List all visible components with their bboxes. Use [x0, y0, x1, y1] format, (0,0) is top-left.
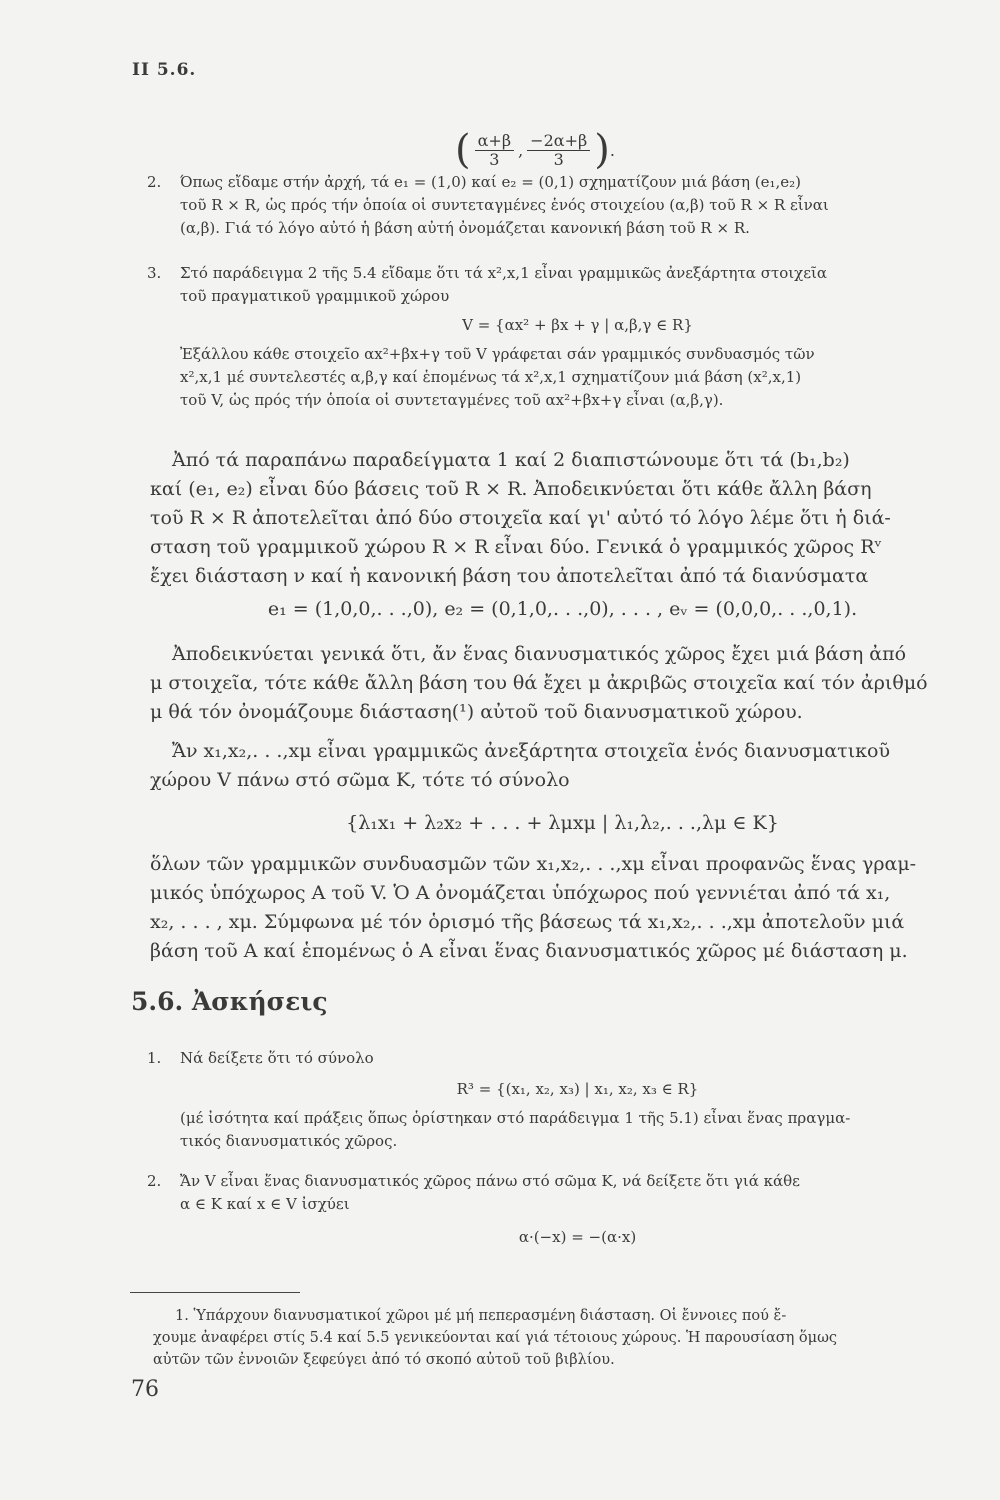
fraction-1-denominator: 3	[489, 149, 500, 169]
fraction-1-numerator: α+β	[475, 132, 514, 151]
text-line: (μέ ἰσότητα καί πράξεις ὅπως ὁρίστηκαν στό παράδειγμα 1 τῆς 5.1) εἶναι ἕνας πραγμα-	[180, 1109, 851, 1127]
span-formula: {λ₁x₁ + λ₂x₂ + . . . + λμxμ | λ₁,λ₂,. . .,λμ ∈ K}	[346, 812, 779, 834]
section-header: II 5.6.	[132, 60, 197, 80]
exercise-2-formula: α·(−x) = −(α·x)	[518, 1228, 637, 1246]
text-line: χουμε ἀναφέρει στίς 5.4 καί 5.5 γενικεύονται καί γιά τέτοιους χώρους. Ἡ παρουσίαση ὅμως	[153, 1330, 838, 1346]
fraction-pair	[455, 127, 615, 173]
paragraph-3	[150, 737, 975, 966]
exercise-2-text	[180, 1170, 975, 1249]
basis-vectors-formula: e₁ = (1,0,0,. . .,0), e₂ = (0,1,0,. . .,0), . . . , eᵥ = (0,0,0,. . .,0,1).	[267, 598, 858, 620]
text-line: τοῦ πραγματικοῦ γραμμικοῦ χώρου	[180, 287, 450, 305]
text-line: καί (e₁, e₂) εἶναι δύο βάσεις τοῦ R × R. Ἀποδεικνύεται ὅτι κάθε ἄλλη βάση	[150, 478, 872, 500]
text-line: βάση τοῦ A καί ἑπομένως ὁ A εἶναι ἕνας διανυσματικός χῶρος μέ διάσταση μ.	[150, 940, 908, 962]
footnote	[153, 1305, 975, 1371]
r3-formula: R³ = {(x₁, x₂, x₃) | x₁, x₂, x₃ ∈ R}	[456, 1080, 699, 1098]
fraction-2-numerator: −2α+β	[527, 132, 590, 151]
text-line: ὅλων τῶν γραμμικῶν συνδυασμῶν τῶν x₁,x₂,. . .,xμ εἶναι προφανῶς ἕνας γραμ-	[150, 853, 917, 875]
text-line: 1. Ὑπάρχουν διανυσματικοί χῶροι μέ μή πεπερασμένη διάσταση. Οἱ ἔννοιες πού ἔ-	[175, 1308, 787, 1324]
text-line: Νά δείξετε ὅτι τό σύνολο	[180, 1049, 374, 1067]
text-line: τικός διανυσματικός χῶρος.	[180, 1132, 398, 1150]
text-line: τοῦ V, ὡς πρός τήν ὁποία οἱ συντεταγμένες τοῦ αx²+βx+γ εἶναι (α,β,γ).	[180, 391, 724, 409]
text-line: τοῦ R × R, ὡς πρός τήν ὁποία οἱ συντεταγμένες ἑνός στοιχείου (α,β) τοῦ R × R εἶναι	[180, 196, 829, 214]
text-line: ἔχει διάσταση ν καί ἡ κανονική βάση του ἀποτελεῖται ἀπό τά διανύσματα	[150, 565, 869, 587]
text-line: σταση τοῦ γραμμικοῦ χώρου R × R εἶναι δύο. Γενικά ὁ γραμμικός χῶρος Rᵛ	[150, 536, 882, 558]
text-line: (α,β). Γιά τό λόγο αὐτό ἡ βάση αὐτή ὀνομάζεται κανονική βάση τοῦ R × R.	[180, 219, 750, 237]
fraction-2	[527, 132, 590, 169]
text-line: μικός ὑπόχωρος A τοῦ V. Ὁ A ὀνομάζεται ὑπόχωρος πού γεννιέται ἀπό τά x₁,	[150, 882, 891, 904]
fraction-2-denominator: 3	[553, 149, 564, 169]
item-3-number: 3.	[147, 264, 162, 282]
page-number: 76	[131, 1377, 159, 1402]
right-paren: )	[594, 127, 610, 173]
text-line: μ στοιχεῖα, τότε κάθε ἄλλη βάση του θά ἔχει μ ἀκριβῶς στοιχεῖα καί τόν ἀριθμό	[150, 672, 928, 694]
text-line: χώρου V πάνω στό σῶμα K, τότε τό σύνολο	[150, 769, 570, 791]
exercise-1-text	[180, 1047, 975, 1153]
exercises-heading: 5.6. Ἀσκήσεις	[131, 987, 328, 1016]
text-line: Ἄν x₁,x₂,. . .,xμ εἶναι γραμμικῶς ἀνεξάρτητα στοιχεῖα ἑνός διανυσματικοῦ	[172, 740, 891, 762]
text-line: α ∈ K καί x ∈ V ἰσχύει	[180, 1195, 350, 1213]
paragraph-2	[150, 640, 975, 727]
text-line: Ἄν V εἶναι ἕνας διανυσματικός χῶρος πάνω στό σῶμα K, νά δείξετε ὅτι γιά κάθε	[180, 1172, 800, 1190]
exercise-1-number: 1.	[147, 1049, 162, 1067]
text-line: μ θά τόν ὀνομάζουμε διάσταση(¹) αὐτοῦ τοῦ διανυσματικοῦ χώρου.	[150, 701, 803, 723]
text-line: x₂, . . . , xμ. Σύμφωνα μέ τόν ὁρισμό τῆς βάσεως τά x₁,x₂,. . .,xμ ἀποτελοῦν μιά	[150, 911, 905, 933]
text-line: x²,x,1 μέ συντελεστές α,β,γ καί ἑπομένως τά x²,x,1 σχηματίζουν μιά βάση (x²,x,1)	[180, 368, 802, 386]
paragraph-1	[150, 446, 975, 624]
item-2-number: 2.	[147, 173, 162, 191]
fraction-separator: ,	[518, 140, 524, 160]
item-2-text	[180, 171, 975, 240]
text-line: Ἀποδεικνύεται γενικά ὅτι, ἄν ἕνας διανυσματικός χῶρος ἔχει μιά βάση ἀπό	[172, 643, 907, 665]
left-paren: (	[455, 127, 471, 173]
text-line: αὐτῶν τῶν ἐννοιῶν ξεφεύγει ἀπό τό σκοπό αὐτοῦ τοῦ βιβλίου.	[153, 1352, 615, 1368]
text-line: Όπως εἴδαμε στήν ἀρχή, τά e₁ = (1,0) καί e₂ = (0,1) σχηματίζουν μιά βάση (e₁,e₂)	[180, 173, 801, 191]
text-line: τοῦ R × R ἀποτελεῖται ἀπό δύο στοιχεῖα καί γι' αὐτό τό λόγο λέμε ὅτι ἡ διά-	[150, 507, 891, 529]
text-line: Ἐξάλλου κάθε στοιχεῖο αx²+βx+γ τοῦ V γράφεται σάν γραμμικός συνδυασμός τῶν	[180, 345, 815, 363]
footnote-rule	[130, 1292, 300, 1293]
fraction-1	[475, 132, 514, 169]
text-line: Ἀπό τά παραπάνω παραδείγματα 1 καί 2 διαπιστώνουμε ὅτι τά (b₁,b₂)	[172, 449, 850, 471]
exercise-2-number: 2.	[147, 1172, 162, 1190]
text-line: Στό παράδειγμα 2 τῆς 5.4 εἴδαμε ὅτι τά x²,x,1 εἶναι γραμμικῶς ἀνεξάρτητα στοιχεῖα	[180, 264, 828, 282]
item-3-formula: V = {αx² + βx + γ | α,β,γ ∈ R}	[462, 316, 693, 334]
fraction-end: .	[609, 140, 615, 160]
item-3-text	[180, 262, 975, 412]
